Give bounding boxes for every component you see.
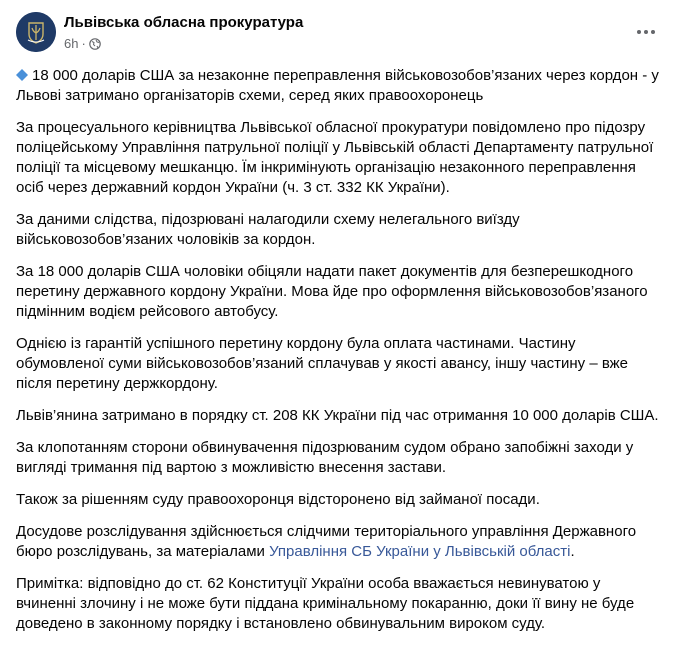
sbu-lviv-link[interactable]: Управління СБ України у Львівській області [269,543,571,560]
paragraph-note: Примітка: відповідно до ст. 62 Конституції України особа вважається невинуватою у вчиненні злочину і не може бути піддана кримінальному покаранню, доки її вину не буде доведено в законному порядку і встановлено обвинувальним вироком суду. [16,575,635,632]
paragraph-8 [16,522,661,562]
more-options-dot [651,30,655,34]
coat-of-arms-icon [16,12,56,52]
paragraph-8-text: Досудове розслідування здійснюється слідчими територіального управління Державного бюро розслідувань, за матеріалами [16,523,637,560]
more-options-icon [637,30,641,34]
headline-text: 18 000 доларів США за незаконне переправлення військовозобов’язаних через кордон - у Львові затримано організаторів схеми, серед яких правоохоронець [16,67,659,104]
paragraph-2: За даними слідства, підозрювані налагодили схему нелегального виїзду військовозобов’язаних чоловіків за кордон. [16,211,520,248]
separator-dot: · [81,36,86,51]
post-meta [64,36,101,51]
post-body [16,66,661,646]
paragraph-4: Однією із гарантій успішного перетину кордону була оплата частинами. Частину обумовленої суми військовозобов’язаний сплачував у якості авансу, іншу частину – вже після перетину держкордону. [16,335,629,392]
globe-icon[interactable] [89,38,101,50]
blue-diamond-icon [16,69,28,81]
paragraph-8-end: . [570,543,575,560]
paragraph-1: За процесуального керівництва Львівської обласної прокуратури повідомлено про підозру поліцейському Управління патрульної поліції у Львівській області Департаменту патрульної поліції та місцевому мешканцю. Їм інкримінують організацію незаконного переправлення осіб через державний кордон України (ч. 3 ст. 332 КК України). [16,119,654,196]
more-options-dot [644,30,648,34]
post-timestamp[interactable]: 6h [64,36,79,51]
post-headline [16,66,661,106]
paragraph-3: За 18 000 доларів США чоловіки обіцяли надати пакет документів для безперешкодного перетину державного кордону України. Мова йде про оформлення військовозобов’язаного підмінним водієм рейсового автобусу. [16,263,648,320]
page-name-link[interactable]: Львівська обласна прокуратура [64,14,304,31]
paragraph-5: Львів’янина затримано в порядку ст. 208 КК України під час отримання 10 000 доларів США. [16,407,659,424]
paragraph-6: За клопотанням сторони обвинувачення підозрюваним судом обрано запобіжні заходи у вигляді тримання під вартою з можливістю внесення застави. [16,439,634,476]
post-header [16,10,661,56]
more-options-button[interactable] [631,22,661,42]
page-avatar[interactable] [16,12,56,52]
paragraph-7: Також за рішенням суду правоохоронця відсторонено від займаної посади. [16,491,540,508]
